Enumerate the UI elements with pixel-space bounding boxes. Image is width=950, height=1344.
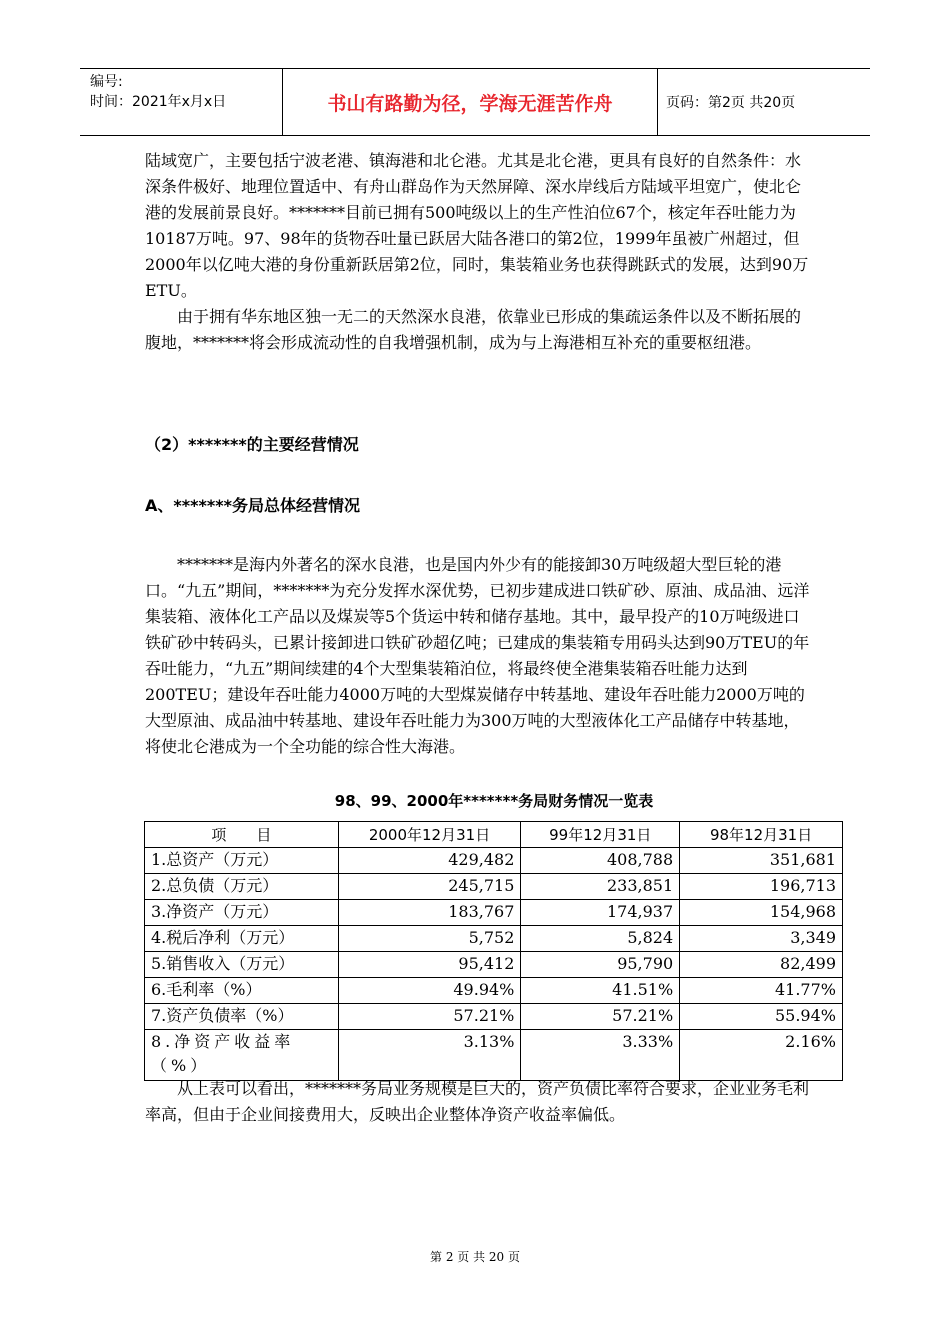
paragraph-conclusion — [145, 1076, 810, 1128]
value-2000: 429,482 — [338, 848, 521, 874]
paragraph-text: 由于拥有华东地区独一无二的天然深水良港，依靠业已形成的集疏运条件以及不断拓展的腹地，*******将会形成流动性的自我增强机制，成为与上海港相互补充的重要枢纽港。 — [145, 307, 802, 352]
header-meta — [80, 69, 283, 135]
value-1999: 41.51% — [521, 978, 680, 1004]
value-1998: 41.77% — [680, 978, 843, 1004]
section-heading: （2）*******的主要经营情况 — [145, 435, 359, 454]
value-2000: 95,412 — [338, 952, 521, 978]
doc-code-label: 编号: — [90, 74, 123, 90]
paragraph-text: 从上表可以看出，*******务局业务规模是巨大的，资产负债比率符合要求，企业业务毛利率高，但由于企业间接费用大，反映出企业整体净资产收益率偏低。 — [145, 1079, 810, 1124]
table-row — [145, 1030, 843, 1081]
value-1998: 154,968 — [680, 900, 843, 926]
row-label: 4.税后净利（万元） — [145, 926, 339, 952]
row-label: 7.资产负债率（%） — [145, 1004, 339, 1030]
column-header: 98年12月31日 — [680, 822, 843, 848]
table-row — [145, 900, 843, 926]
table-caption: 98、99、2000年*******务局财务情况一览表 — [334, 792, 654, 810]
table-row — [145, 1004, 843, 1030]
column-header: 2000年12月31日 — [338, 822, 521, 848]
row-label: 5.销售收入（万元） — [145, 952, 339, 978]
value-1999: 233,851 — [521, 874, 680, 900]
value-1999: 95,790 — [521, 952, 680, 978]
table-row — [145, 848, 843, 874]
value-2000: 183,767 — [338, 900, 521, 926]
value-1998: 55.94% — [680, 1004, 843, 1030]
value-1999: 5,824 — [521, 926, 680, 952]
page-header — [80, 68, 870, 136]
paragraph-port-overview — [145, 148, 810, 356]
value-1998: 2.16% — [680, 1030, 843, 1081]
row-label: 1.总资产（万元） — [145, 848, 339, 874]
value-2000: 49.94% — [338, 978, 521, 1004]
value-1999: 57.21% — [521, 1004, 680, 1030]
value-2000: 3.13% — [338, 1030, 521, 1081]
value-2000: 245,715 — [338, 874, 521, 900]
subsection-heading: A、*******务局总体经营情况 — [145, 496, 360, 515]
value-1998: 196,713 — [680, 874, 843, 900]
value-1998: 351,681 — [680, 848, 843, 874]
financial-table — [144, 821, 843, 1081]
row-label: 3.净资产（万元） — [145, 900, 339, 926]
page-footer: 第 2 页 共 20 页 — [430, 1250, 520, 1264]
header-motto: 书山有路勤为径，学海无涯苦作舟 — [283, 69, 658, 135]
value-2000: 5,752 — [338, 926, 521, 952]
value-1998: 82,499 — [680, 952, 843, 978]
column-header: 项 目 — [145, 822, 339, 848]
row-label: 2.总负债（万元） — [145, 874, 339, 900]
table-row — [145, 978, 843, 1004]
value-1998: 3,349 — [680, 926, 843, 952]
paragraph-operations — [145, 552, 810, 760]
column-header: 99年12月31日 — [521, 822, 680, 848]
value-1999: 3.33% — [521, 1030, 680, 1081]
table-row — [145, 874, 843, 900]
table-row — [145, 952, 843, 978]
row-label: 6.毛利率（%） — [145, 978, 339, 1004]
doc-time-label: 时间：2021年x月x日 — [90, 94, 227, 110]
value-1999: 408,788 — [521, 848, 680, 874]
value-2000: 57.21% — [338, 1004, 521, 1030]
paragraph-text: *******是海内外著名的深水良港，也是国内外少有的能接卸30万吨级超大型巨轮的港口。“九五”期间，*******为充分发挥水深优势，已初步建成进口铁矿砂、原油、成品油、远洋集装箱、液体化工产品以及煤炭等5个货运中转和储存基地。其中，最早投产的10万吨级进口铁矿砂中转码头，已累计接卸进口铁矿砂超亿吨；已建成的集装箱专用码头达到90万TEU的年吞吐能力，“九五”期间续建的4个大型集装箱泊位，将最终使全港集装箱吞吐能力达到200TEU；建设年吞吐能力4000万吨的大型煤炭储存中转基地、建设年吞吐能力2000万吨的大型原油、成品油中转基地、建设年吞吐能力为300万吨的大型液体化工产品储存中转基地，将使北仑港成为一个全功能的综合性大海港。 — [145, 555, 810, 756]
header-page-info: 页码：第2页 共20页 — [666, 95, 796, 111]
value-1999: 174,937 — [521, 900, 680, 926]
table-header-row — [145, 822, 843, 848]
table-row — [145, 926, 843, 952]
paragraph-text: 陆域宽广，主要包括宁波老港、镇海港和北仑港。尤其是北仑港，更具有良好的自然条件：水深条件极好、地理位置适中、有舟山群岛作为天然屏障、深水岸线后方陆域平坦宽广，使北仑港的发展前景良好。*******目前已拥有500吨级以上的生产性泊位67个，核定年吞吐能力为10187万吨。97、98年的货物吞吐量已跃居大陆各港口的第2位，1999年虽被广州超过，但2000年以亿吨大港的身份重新跃居第2位，同时，集装箱业务也获得跳跃式的发展，达到90万ETU。 — [145, 151, 809, 300]
row-label: 8.净资产收益率（%） — [145, 1030, 339, 1081]
